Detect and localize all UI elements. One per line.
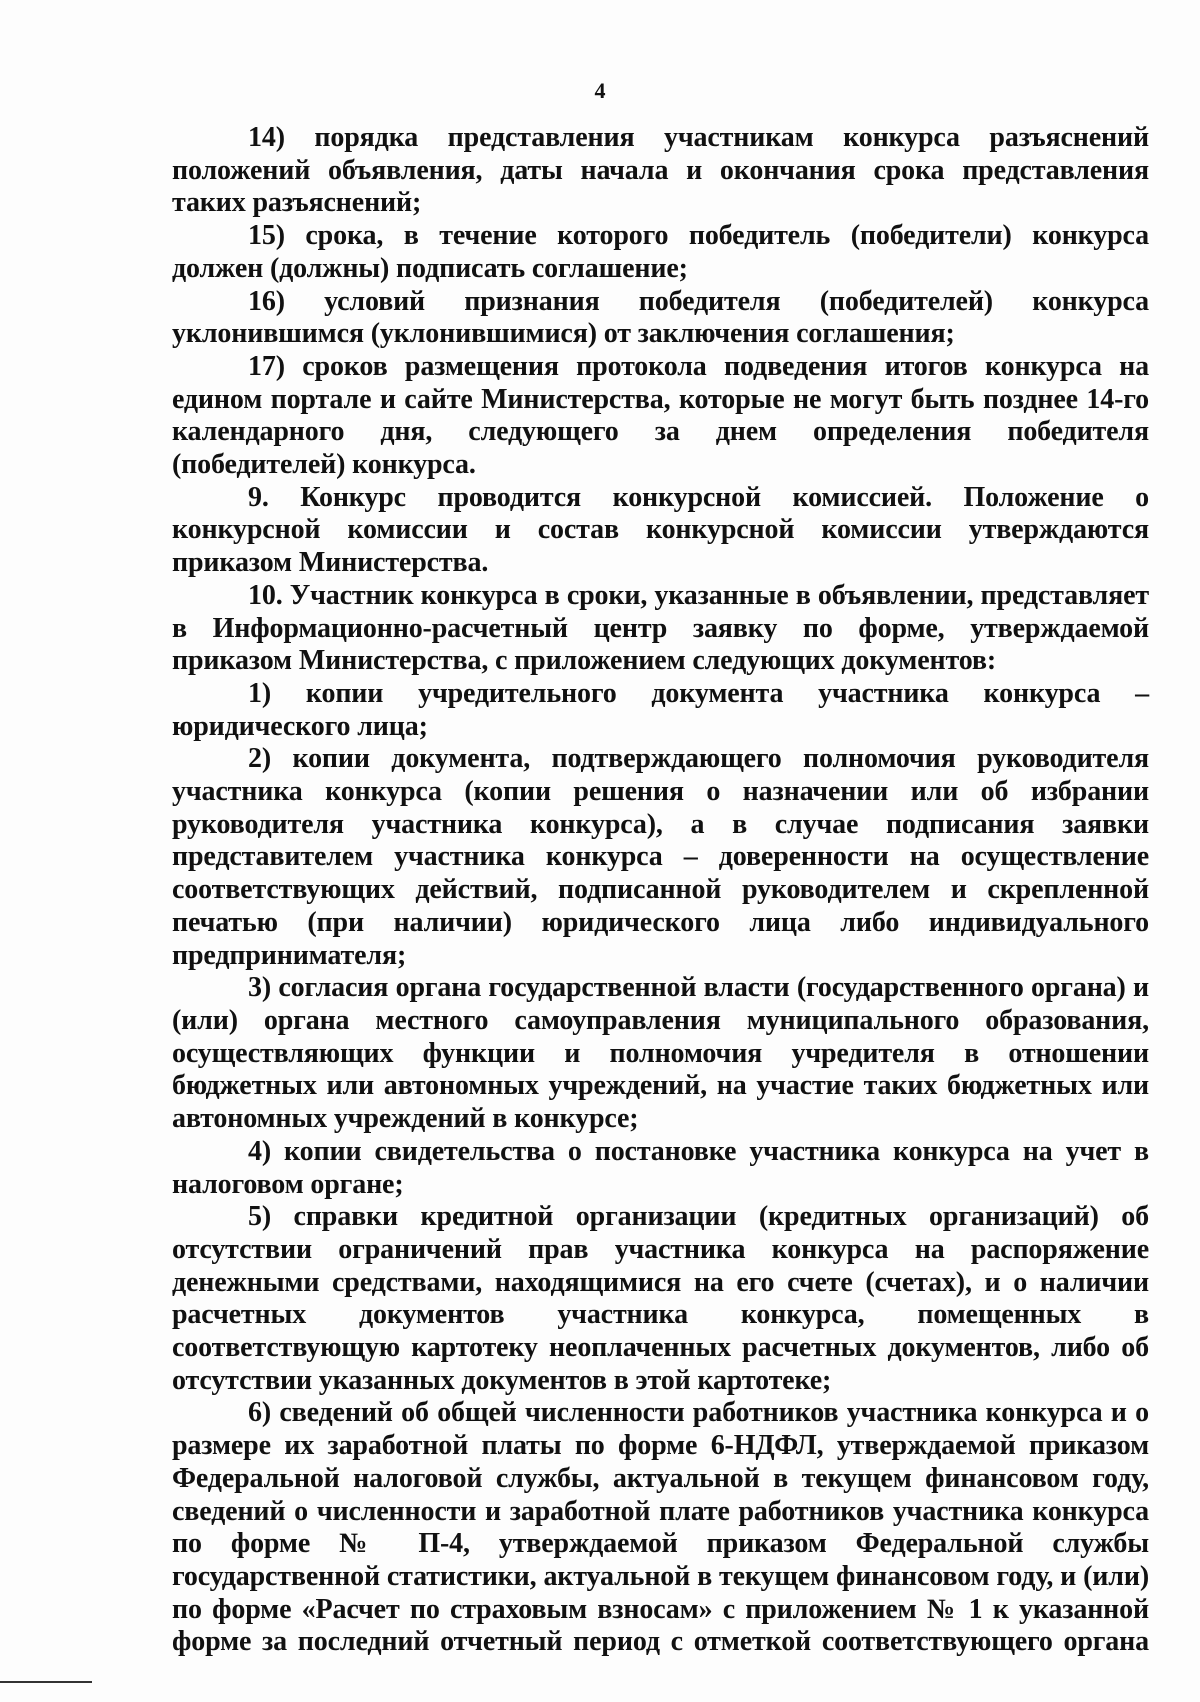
paragraph-clause-10: 10. Участник конкурса в сроки, указанные в объявлении, представляет в Информационно-расчетный центр заявку по форме, утверждаемой приказом Министерства, с приложением следующих документов: [172,579,1149,677]
paragraph-subitem-4: 4) копии свидетельства о постановке участника конкурса на учет в налоговом органе; [172,1135,1149,1200]
paragraph-subitem-5: 5) справки кредитной организации (кредитных организаций) об отсутствии ограничений прав участника конкурса на распоряжение денежными средствами, находящимися на его счете (счетах), и о наличии расчетных документов участника конкурса, помещенных в соответствующую картотеку неоплаченных расчетных документов, либо об отсутствии указанных документов в этой картотеке; [172,1201,1149,1396]
paragraph-clause-9: 9. Конкурс проводится конкурсной комиссией. Положение о конкурсной комиссии и состав конкурсной комиссии утверждаются приказом Министерства. [172,481,1149,579]
footnote-divider [0,1681,92,1683]
paragraph-item-15: 15) срока, в течение которого победитель (победители) конкурса должен (должны) подписать соглашение; [172,220,1149,284]
paragraph-subitem-2: 2) копии документа, подтверждающего полномочия руководителя участника конкурса (копии решения о назначении или об избрании руководителя участника конкурса), а в случае подписания заявки представителем участника конкурса – доверенности на осуществление соответствующих действий, подписанной руководителем и скрепленной печатью (при наличии) юридического лица либо индивидуального предпринимателя; [172,743,1149,971]
document-body [172,122,1149,1659]
paragraph-item-17: 17) сроков размещения протокола подведения итогов конкурса на едином портале и сайте Министерства, которые не могут быть позднее 14-го календарного дня, следующего за днем определения победителя (победителей) конкурса. [172,350,1149,481]
paragraph-subitem-3: 3) согласия органа государственной власти (государственного органа) и (или) органа местного самоуправления муниципального образования, осуществляющих функции и полномочия учредителя в отношении бюджетных или автономных учреждений, на участие таких бюджетных или автономных учреждений в конкурсе; [172,972,1149,1135]
paragraph-subitem-6: 6) сведений об общей численности работников участника конкурса и о размере их заработной платы по форме 6-НДФЛ, утверждаемой приказом Федеральной налоговой службы, актуальной в текущем финансовом году, сведений о численности и заработной плате работников участника конкурса по форме № П-4, утверждаемой приказом Федеральной службы государственной статистики, актуальной в текущем финансовом году, и (или) по форме «Расчет по страховым взносам» с приложением № 1 к указанной форме за последний отчетный период с отметкой соответствующего органа [172,1397,1149,1658]
paragraph-item-14: 14) порядка представления участникам конкурса разъяснений положений объявления, даты начала и окончания срока представления таких разъяснений; [172,122,1149,219]
paragraph-subitem-1: 1) копии учредительного документа участника конкурса – юридического лица; [172,677,1149,742]
page-number: 4 [594,78,606,103]
paragraph-item-16: 16) условий признания победителя (победителей) конкурса уклонившимся (уклонившимися) от заключения соглашения; [172,285,1149,350]
